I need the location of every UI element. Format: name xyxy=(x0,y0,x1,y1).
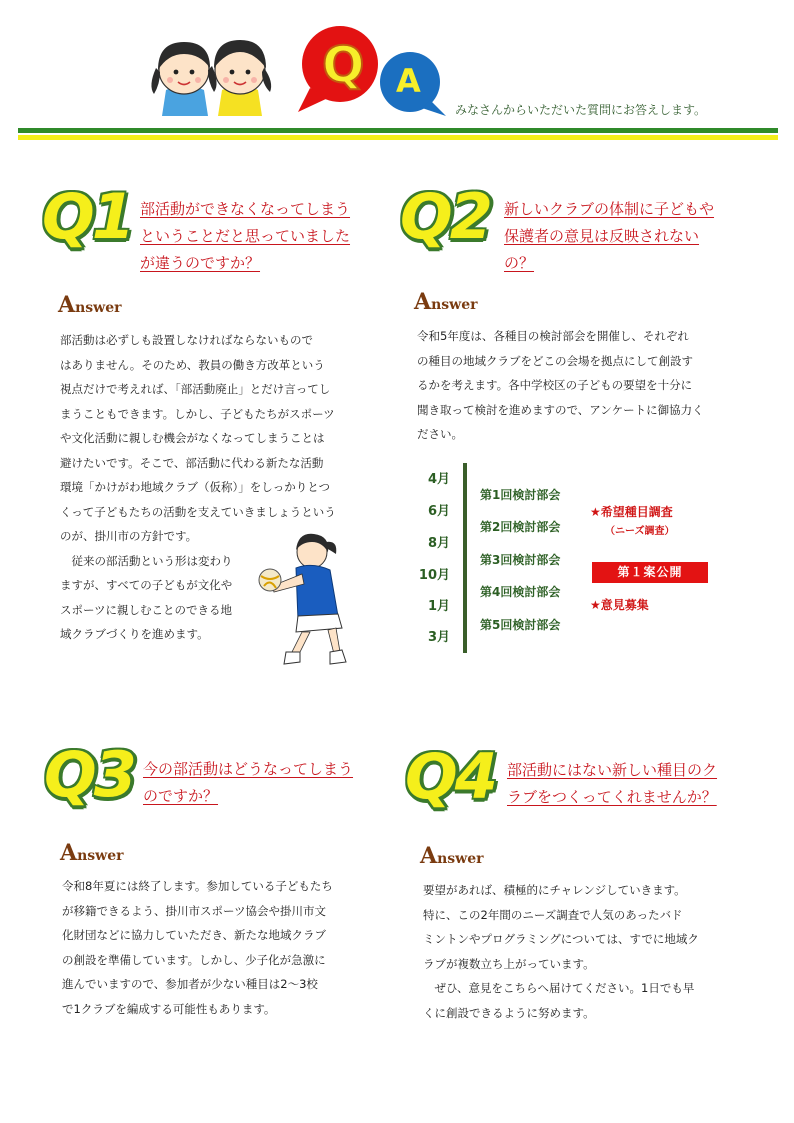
children-illustration xyxy=(140,28,280,116)
q3-badge: Q3 xyxy=(44,738,134,811)
timeline-note-survey-sub: （ニーズ調査） xyxy=(605,526,675,537)
q1-answer-body: 部活動は必ずしも設置しなければならないもので はありません。そのため、教員の働き方改革という 視点だけで考えれば、「部活動廃止」とだけ言ってし まうこともできます。しかし、子どもたちがスポーツ や文化活動に親しむ機会がなくなってしまうことは 避けたいです。そこで、部活動に代わる新たな活動 環境「かけがわ地域クラブ（仮称）」をしっかりとつ くって子どもたちの活動を支えていきましょうという のが、掛川市の方針です。 従来の部活動という形は変わり ますが、すべての子どもが文化や スポーツに親しむことのできる地 域クラブづくりを進めます。 xyxy=(60,333,336,641)
timeline-month: 10月 xyxy=(418,568,450,583)
timeline-meeting: 第3回検討部会 xyxy=(480,553,561,567)
q4-badge: Q4 xyxy=(405,740,495,813)
q4-answer-body: 要望があれば、積極的にチャレンジしていきます。 特に、この2年間のニーズ調査で人気のあったバド ミントンやプログラミングについては、すでに地域ク ラブが複数立ち上がっています。 ぜひ、意見をこちらへ届けてください。1日でも早 くに創設できるように努めます。 xyxy=(423,883,699,1020)
timeline-note-survey: ★希望種目調査 xyxy=(590,505,673,519)
header-subtitle: みなさんからいただいた質問にお答えします。 xyxy=(455,103,707,117)
timeline-bar xyxy=(463,463,467,653)
timeline-month: 4月 xyxy=(427,472,450,487)
timeline-meeting: 第4回検討部会 xyxy=(480,585,561,599)
timeline-month: 6月 xyxy=(427,504,450,519)
q1-question: 部活動ができなくなってしまう ということだと思っていました が違うのですか？ xyxy=(140,200,351,272)
q3-answer-label: Answer xyxy=(60,840,124,866)
q1-badge: Q1 xyxy=(42,180,132,253)
q3-answer-body: 令和8年夏には終了します。参加している子どもたち が移籍できるよう、掛川市スポーツ協会や掛川市文 化財団などに協力していただき、新たな地域クラブ の創設を準備しています。しかし、少子化が急激に 進んでいますので、参加者が少ない種目は2～3校 で1クラブを編成する可能性もあります。 xyxy=(62,879,333,1016)
header-yellow-rule xyxy=(18,135,778,140)
timeline-meeting: 第5回検討部会 xyxy=(480,618,561,632)
q2-answer-label: Answer xyxy=(414,289,478,315)
q1-answer-label: Answer xyxy=(58,292,122,318)
q2-answer-body: 令和5年度は、各種目の検討部会を開催し、それぞれ の種目の地域クラブをどこの会場を拠点にして創設す るかを考えます。各中学校区の子どもの要望を十分に 聞き取って検討を進めますので、アンケートに御協力く ださい。 xyxy=(417,329,704,441)
timeline-first-draft-badge: 第１案公開 xyxy=(592,562,708,583)
timeline-meeting: 第2回検討部会 xyxy=(480,520,561,534)
volleyball-player-illustration xyxy=(252,528,352,670)
q2-question: 新しいクラブの体制に子どもや 保護者の意見は反映されない の？ xyxy=(504,200,715,272)
timeline-meeting: 第1回検討部会 xyxy=(480,488,561,502)
a-letter: A xyxy=(396,62,421,100)
q2-badge: Q2 xyxy=(400,180,490,253)
q4-answer-label: Answer xyxy=(420,843,484,869)
q-letter: Q xyxy=(322,36,365,94)
timeline-month: 8月 xyxy=(427,536,450,551)
q3-question: 今の部活動はどうなってしまう のですか？ xyxy=(143,760,354,805)
timeline-month: 3月 xyxy=(427,630,450,645)
header-green-rule xyxy=(18,128,778,133)
timeline-month: 1月 xyxy=(427,599,450,614)
q4-question: 部活動にはない新しい種目のク ラブをつくってくれませんか？ xyxy=(507,761,718,806)
timeline-note-opinions: ★意見募集 xyxy=(590,598,649,612)
